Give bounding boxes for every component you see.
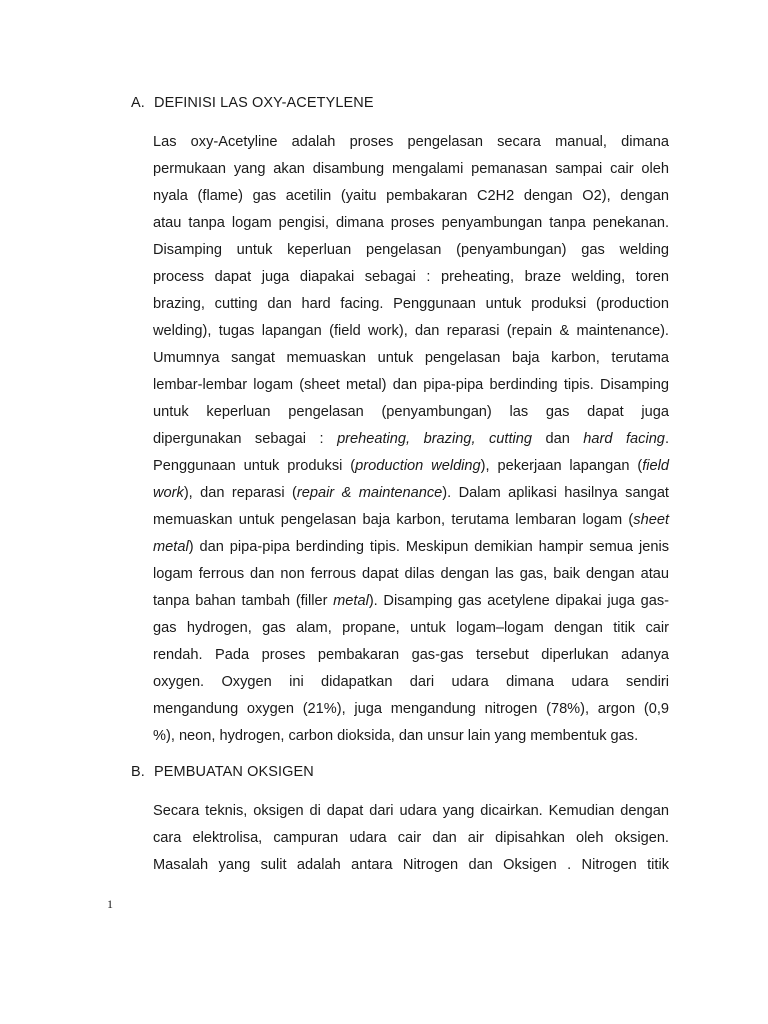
text-line: gas hydrogen, gas alam, propane, untuk logam–logam dengan titik cair xyxy=(153,620,669,636)
section-a-heading xyxy=(131,95,374,111)
text-line: Secara teknis, oksigen di dapat dari udara yang dicairkan. Kemudian dengan xyxy=(153,803,669,819)
section-b-paragraph xyxy=(153,798,669,879)
text-line: oxygen. Oxygen ini didapatkan dari udara dimana udara sendiri xyxy=(153,674,669,690)
text-line: atau tanpa logam pengisi, dimana proses penyambungan tanpa penekanan. xyxy=(153,215,669,231)
section-b-heading xyxy=(131,764,314,780)
text-line: cara elektrolisa, campuran udara cair dan air dipisahkan oleh oksigen. xyxy=(153,830,669,846)
section-b-title: PEMBUATAN OKSIGEN xyxy=(154,764,314,780)
page-number: 1 xyxy=(107,897,113,911)
text-line: mengandung oxygen (21%), juga mengandung nitrogen (78%), argon (0,9 xyxy=(153,701,669,717)
section-a-label: A. xyxy=(131,95,145,111)
text-line: Disamping untuk keperluan pengelasan (penyambungan) gas welding xyxy=(153,242,669,258)
text-line: memuaskan untuk pengelasan baja karbon, terutama lembaran logam (sheet xyxy=(153,512,669,528)
section-b-label: B. xyxy=(131,764,145,780)
text-line: nyala (flame) gas acetilin (yaitu pembakaran C2H2 dengan O2), dengan xyxy=(153,188,669,204)
text-line: work), dan reparasi (repair & maintenance). Dalam aplikasi hasilnya sangat xyxy=(153,485,669,501)
text-line: rendah. Pada proses pembakaran gas-gas tersebut diperlukan adanya xyxy=(153,647,669,663)
text-line: tanpa bahan tambah (filler metal). Disamping gas acetylene dipakai juga gas- xyxy=(153,593,669,609)
text-line: untuk keperluan pengelasan (penyambungan) las gas dapat juga xyxy=(153,404,669,420)
text-line: Las oxy-Acetyline adalah proses pengelasan secara manual, dimana xyxy=(153,134,669,150)
text-line: metal) dan pipa-pipa berdinding tipis. Meskipun demikian hampir semua jenis xyxy=(153,539,669,555)
text-line: dipergunakan sebagai : preheating, brazing, cutting dan hard facing. xyxy=(153,431,669,447)
section-a-paragraph xyxy=(153,129,669,750)
text-line: brazing, cutting dan hard facing. Penggunaan untuk produksi (production xyxy=(153,296,669,312)
text-line: Umumnya sangat memuaskan untuk pengelasan baja karbon, terutama xyxy=(153,350,669,366)
text-line: %), neon, hydrogen, carbon dioksida, dan unsur lain yang membentuk gas. xyxy=(153,728,639,744)
text-line: Penggunaan untuk produksi (production welding), pekerjaan lapangan (field xyxy=(153,458,670,474)
text-line: lembar-lembar logam (sheet metal) dan pipa-pipa berdinding tipis. Disamping xyxy=(153,377,669,393)
text-line: Masalah yang sulit adalah antara Nitrogen dan Oksigen . Nitrogen titik xyxy=(153,857,669,873)
section-a-title: DEFINISI LAS OXY-ACETYLENE xyxy=(154,95,374,111)
text-line: logam ferrous dan non ferrous dapat dilas dengan las gas, baik dengan atau xyxy=(153,566,669,582)
text-line: process dapat juga diapakai sebagai : preheating, braze welding, toren xyxy=(153,269,669,285)
text-line: welding), tugas lapangan (field work), dan reparasi (repain & maintenance). xyxy=(153,323,669,339)
text-line: permukaan yang akan disambung mengalami pemanasan sampai cair oleh xyxy=(153,161,669,177)
